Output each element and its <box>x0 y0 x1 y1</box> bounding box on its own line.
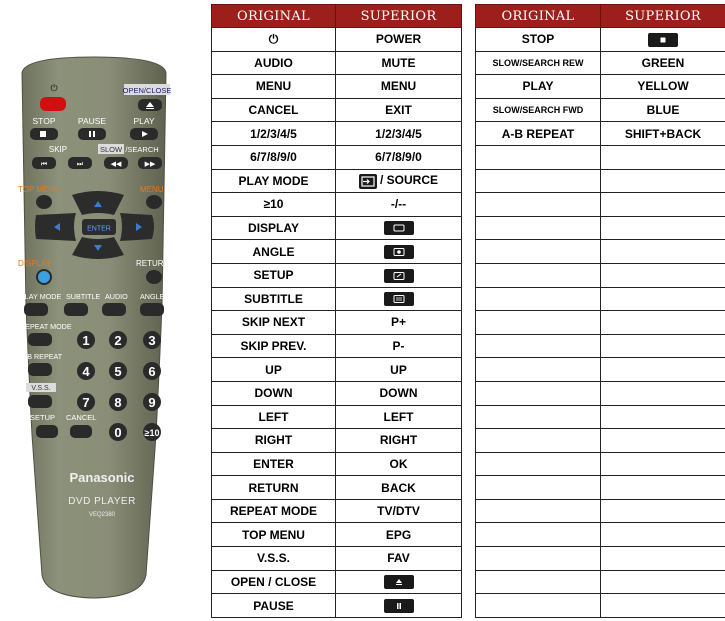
pause-button[interactable] <box>78 128 106 140</box>
fast-forward-icon: ▶▶ <box>144 161 156 168</box>
superior-cell <box>336 263 462 287</box>
superior-label: YELLOW <box>637 79 689 94</box>
superior-label: TV/DTV <box>377 504 420 519</box>
table-row <box>476 476 725 500</box>
subtitle-key-icon <box>384 292 414 306</box>
table-row <box>212 358 462 382</box>
table-row <box>476 193 725 217</box>
original-cell <box>476 523 601 547</box>
angle-label: ANGLE <box>140 292 165 301</box>
number-9-label: 9 <box>148 395 156 410</box>
original-cell <box>476 405 601 429</box>
setup-label: SETUP <box>30 413 56 422</box>
power-button[interactable] <box>40 97 66 111</box>
table-row <box>212 547 462 571</box>
table-row <box>212 594 462 618</box>
top-menu-button[interactable] <box>36 195 52 209</box>
superior-cell <box>601 75 725 99</box>
superior-label: -/-- <box>390 197 407 212</box>
table-row <box>476 287 725 311</box>
number-8-label: 8 <box>114 395 122 410</box>
skip-prev-icon: ⏮ <box>40 161 48 168</box>
skip-label: SKIP <box>48 145 68 154</box>
original-cell <box>476 429 601 453</box>
table-row <box>212 523 462 547</box>
header-original: ORIGINAL <box>212 5 336 28</box>
original-cell: CANCEL <box>212 98 336 122</box>
table-row <box>212 216 462 240</box>
header-original: ORIGINAL <box>476 5 601 28</box>
product-name: DVD PLAYER <box>68 496 136 507</box>
superior-cell <box>336 51 462 75</box>
top-menu-label: TOP MENU <box>18 185 60 194</box>
source-icon <box>359 174 377 189</box>
superior-label: POWER <box>375 32 422 47</box>
number-3-label: 3 <box>148 333 156 348</box>
ab-repeat-label: A-B REPEAT <box>20 352 63 361</box>
display-button[interactable] <box>37 270 51 284</box>
superior-cell <box>336 122 462 146</box>
table-row <box>476 358 725 382</box>
original-cell: ANGLE <box>212 240 336 264</box>
menu-button[interactable] <box>146 195 162 209</box>
table-row <box>212 263 462 287</box>
superior-cell <box>336 98 462 122</box>
original-cell: REPEAT MODE <box>212 499 336 523</box>
superior-cell <box>336 358 462 382</box>
mapping-table-left <box>211 4 462 618</box>
superior-cell <box>336 381 462 405</box>
table-row <box>212 28 462 52</box>
stop-icon <box>40 131 46 137</box>
rewind-icon: ◀◀ <box>110 161 122 168</box>
table-row <box>212 75 462 99</box>
original-cell: PAUSE <box>212 594 336 618</box>
original-cell <box>476 547 601 571</box>
table-row <box>212 452 462 476</box>
number-4-label: 4 <box>82 364 90 379</box>
superior-cell <box>336 75 462 99</box>
table-row <box>212 381 462 405</box>
table-row <box>212 287 462 311</box>
original-cell: ENTER <box>212 452 336 476</box>
original-cell: OPEN / CLOSE <box>212 570 336 594</box>
setup-key-icon <box>384 269 414 283</box>
eject-key-icon <box>384 575 414 589</box>
mapping-table-right <box>475 4 725 618</box>
superior-cell <box>601 216 725 240</box>
table-row <box>212 122 462 146</box>
table-row <box>476 429 725 453</box>
display-key-icon <box>384 221 414 235</box>
superior-cell <box>336 193 462 217</box>
superior-cell <box>336 523 462 547</box>
original-cell <box>476 476 601 500</box>
original-cell <box>476 594 601 618</box>
table-row <box>476 240 725 264</box>
ge10-label: ≥10 <box>144 428 160 438</box>
superior-cell <box>336 570 462 594</box>
original-cell <box>476 145 601 169</box>
superior-cell <box>601 570 725 594</box>
vss-label: V.S.S. <box>31 385 51 392</box>
table-row <box>476 51 725 75</box>
superior-cell <box>336 216 462 240</box>
superior-label: 1/2/3/4/5 <box>375 126 422 141</box>
superior-cell <box>601 452 725 476</box>
open-close-label: OPEN/CLOSE <box>122 86 172 95</box>
return-label: RETURN <box>136 259 170 268</box>
superior-label: P+ <box>390 315 406 330</box>
table-row <box>476 594 725 618</box>
original-cell <box>476 240 601 264</box>
table-row <box>476 523 725 547</box>
superior-cell <box>601 122 725 146</box>
table-row <box>476 311 725 335</box>
original-cell <box>476 570 601 594</box>
angle-key-icon <box>384 245 414 259</box>
display-label: DISPLAY <box>18 259 52 268</box>
table-row <box>476 169 725 193</box>
angle-button[interactable] <box>140 303 164 316</box>
header-superior: SUPERIOR <box>336 5 462 28</box>
original-cell: A-B REPEAT <box>476 122 601 146</box>
table-row <box>476 98 725 122</box>
number-7-label: 7 <box>82 395 90 410</box>
superior-label: P- <box>392 339 405 354</box>
table-row <box>212 476 462 500</box>
original-cell <box>476 311 601 335</box>
table-row <box>476 122 725 146</box>
table-row <box>212 405 462 429</box>
vss-button[interactable] <box>28 395 52 408</box>
original-cell: STOP <box>476 28 601 52</box>
table-row <box>212 240 462 264</box>
pause-icon <box>89 131 91 137</box>
model-number: VEQ2380 <box>88 512 116 518</box>
original-cell: PLAY <box>476 75 601 99</box>
superior-cell <box>601 429 725 453</box>
return-button[interactable] <box>146 270 162 284</box>
original-cell: UP <box>212 358 336 382</box>
search-label: /SEARCH <box>125 145 159 154</box>
superior-label: EPG <box>385 527 412 542</box>
cancel-button[interactable] <box>70 425 92 438</box>
pause-label: PAUSE <box>77 116 107 126</box>
repeat-mode-button[interactable] <box>28 333 52 346</box>
power-symbol: ⏻ <box>50 83 58 93</box>
table-row <box>476 452 725 476</box>
table-row <box>212 334 462 358</box>
original-cell: TOP MENU <box>212 523 336 547</box>
subtitle-label: SUBTITLE <box>66 292 101 301</box>
original-cell: SLOW/SEARCH REW <box>476 51 601 75</box>
superior-label: 6/7/8/9/0 <box>375 150 422 165</box>
table-row <box>212 570 462 594</box>
superior-cell <box>336 405 462 429</box>
superior-cell <box>336 28 462 52</box>
superior-label: UP <box>390 362 407 377</box>
table-row <box>476 381 725 405</box>
superior-cell <box>601 311 725 335</box>
superior-label: FAV <box>387 551 410 566</box>
number-2-label: 2 <box>114 333 122 348</box>
original-cell <box>476 263 601 287</box>
pause-key-icon <box>384 599 414 613</box>
superior-cell <box>601 594 725 618</box>
superior-label: BACK <box>381 480 416 495</box>
table-row <box>212 145 462 169</box>
superior-cell <box>601 98 725 122</box>
superior-label: MUTE <box>381 55 416 70</box>
audio-button[interactable] <box>102 303 126 316</box>
original-cell: SUBTITLE <box>212 287 336 311</box>
table-row <box>212 51 462 75</box>
brand-logo: Panasonic <box>69 470 135 485</box>
original-cell: RETURN <box>212 476 336 500</box>
superior-label: RIGHT <box>379 433 418 448</box>
stop-key-icon <box>648 33 678 47</box>
superior-label: BLUE <box>646 103 680 118</box>
table-row <box>212 193 462 217</box>
superior-cell <box>336 334 462 358</box>
menu-label: MENU <box>140 185 164 194</box>
original-cell: SKIP PREV. <box>212 334 336 358</box>
superior-cell <box>601 169 725 193</box>
audio-label: AUDIO <box>105 292 128 301</box>
superior-cell <box>601 499 725 523</box>
original-cell <box>476 193 601 217</box>
superior-label: LEFT <box>383 409 414 424</box>
superior-cell <box>336 476 462 500</box>
superior-cell <box>601 263 725 287</box>
superior-cell <box>336 169 462 193</box>
superior-cell <box>336 594 462 618</box>
original-cell <box>476 287 601 311</box>
superior-cell <box>336 145 462 169</box>
superior-cell <box>336 547 462 571</box>
original-cell <box>476 334 601 358</box>
cancel-label: CANCEL <box>66 413 97 422</box>
superior-cell <box>601 523 725 547</box>
original-cell: 1/2/3/4/5 <box>212 122 336 146</box>
table-row <box>476 145 725 169</box>
play-label: PLAY <box>133 116 155 126</box>
original-cell: 6/7/8/9/0 <box>212 145 336 169</box>
table-row <box>476 28 725 52</box>
table-row <box>476 405 725 429</box>
slow-label: SLOW <box>99 145 123 154</box>
skip-next-icon: ⏭ <box>76 161 84 168</box>
superior-cell <box>601 193 725 217</box>
table-row <box>476 547 725 571</box>
superior-label: EXIT <box>385 103 412 118</box>
header-superior: SUPERIOR <box>601 5 725 28</box>
superior-cell <box>601 334 725 358</box>
table-row <box>212 499 462 523</box>
superior-cell <box>601 287 725 311</box>
remote-control-image <box>14 55 174 600</box>
repeat-mode-label: REPEAT MODE <box>20 322 72 331</box>
superior-cell <box>336 452 462 476</box>
superior-cell <box>336 311 462 335</box>
subtitle-button[interactable] <box>64 303 88 316</box>
play-mode-button[interactable] <box>24 303 48 316</box>
superior-label: / SOURCE <box>379 173 438 188</box>
superior-cell <box>601 145 725 169</box>
superior-cell <box>601 240 725 264</box>
superior-cell <box>601 381 725 405</box>
table-row <box>212 169 462 193</box>
superior-cell <box>601 405 725 429</box>
table-row <box>212 429 462 453</box>
original-cell <box>476 499 601 523</box>
original-cell <box>476 358 601 382</box>
table-row <box>476 499 725 523</box>
original-cell <box>476 169 601 193</box>
original-cell: V.S.S. <box>212 547 336 571</box>
number-1-label: 1 <box>82 333 90 348</box>
original-cell: SETUP <box>212 263 336 287</box>
superior-cell <box>336 240 462 264</box>
original-cell: SKIP NEXT <box>212 311 336 335</box>
superior-cell <box>336 287 462 311</box>
stop-label: STOP <box>32 116 56 126</box>
enter-label: ENTER <box>87 225 111 233</box>
superior-cell <box>336 499 462 523</box>
table-row <box>476 570 725 594</box>
original-cell: PLAY MODE <box>212 169 336 193</box>
play-mode-label: PLAY MODE <box>20 292 62 301</box>
superior-cell <box>601 547 725 571</box>
ab-repeat-button[interactable] <box>28 363 52 376</box>
table-row <box>212 98 462 122</box>
original-cell: RIGHT <box>212 429 336 453</box>
original-cell: DISPLAY <box>212 216 336 240</box>
superior-cell <box>336 429 462 453</box>
original-cell: LEFT <box>212 405 336 429</box>
superior-cell <box>601 28 725 52</box>
superior-cell <box>601 476 725 500</box>
table-row <box>212 311 462 335</box>
superior-cell <box>601 358 725 382</box>
original-cell: ≥10 <box>212 193 336 217</box>
table-row <box>476 216 725 240</box>
superior-cell <box>601 51 725 75</box>
number-6-label: 6 <box>148 364 156 379</box>
original-cell <box>476 381 601 405</box>
table-row <box>476 263 725 287</box>
table-row <box>476 334 725 358</box>
original-cell: AUDIO <box>212 51 336 75</box>
superior-label: GREEN <box>641 55 685 70</box>
original-cell: DOWN <box>212 381 336 405</box>
superior-label: DOWN <box>379 386 418 401</box>
table-row <box>476 75 725 99</box>
original-cell <box>476 452 601 476</box>
original-cell <box>476 216 601 240</box>
superior-label: OK <box>389 456 408 471</box>
original-cell: MENU <box>212 75 336 99</box>
original-cell: SLOW/SEARCH FWD <box>476 98 601 122</box>
number-5-label: 5 <box>114 364 122 379</box>
original-cell: ⏻ <box>212 28 336 52</box>
number-0-label: 0 <box>114 425 122 440</box>
superior-label: MENU <box>380 79 417 94</box>
superior-label: SHIFT+BACK <box>624 126 702 141</box>
setup-button[interactable] <box>36 425 58 438</box>
